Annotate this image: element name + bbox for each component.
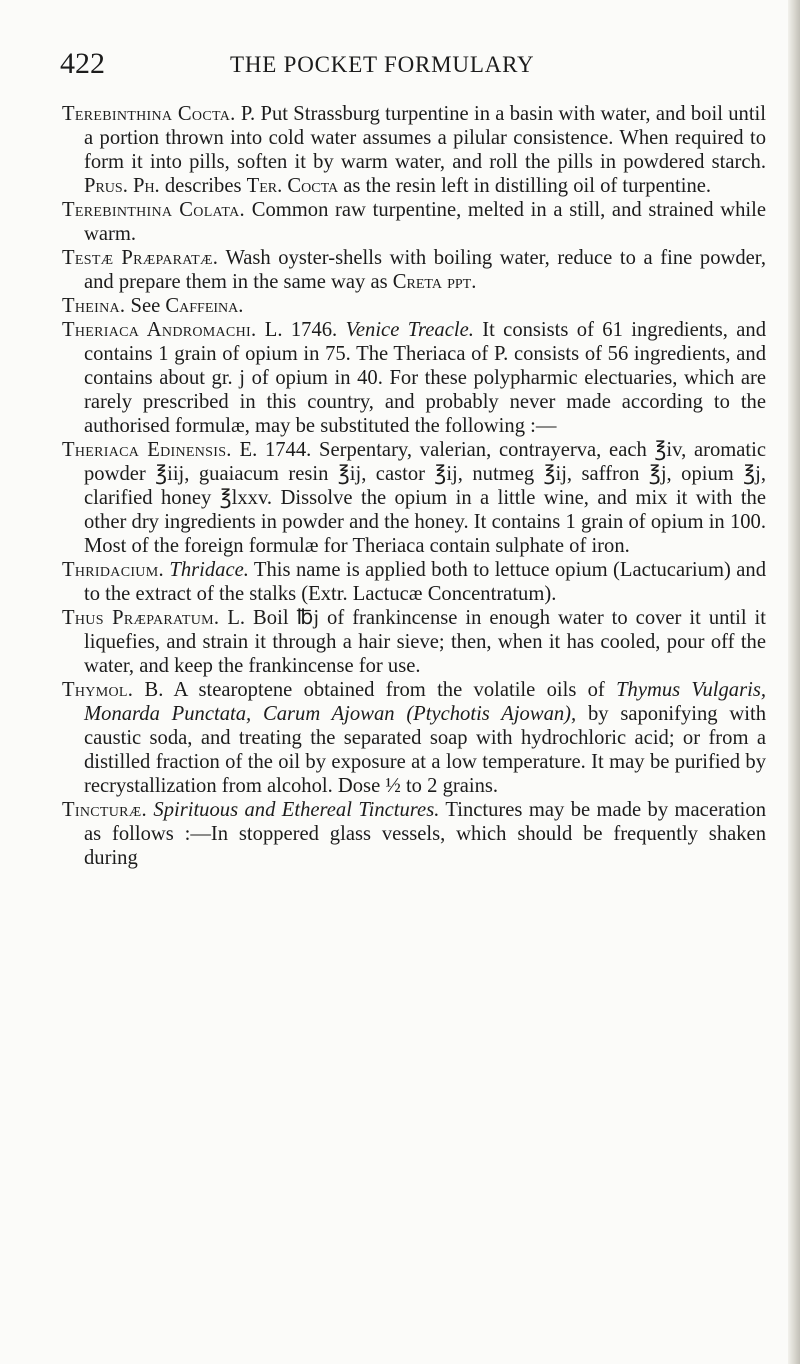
headword: Thus Præparatum. bbox=[62, 607, 220, 629]
cross-reference: Creta ppt. bbox=[392, 271, 477, 293]
headword: Terebinthina Colata. bbox=[62, 199, 246, 221]
entry-text: P. Put Strassburg turpentine in a basin with water, and boil until a portion thrown into cold water assumes a pilular consistence. When required to form it into pills, soften it by warm water, and roll the pills in powdered starch. bbox=[84, 103, 766, 173]
cross-reference: Ter. Cocta bbox=[246, 175, 339, 197]
entry-thus-praeparatum bbox=[62, 606, 766, 678]
entry-theina bbox=[62, 294, 766, 318]
entry-text: Common raw turpentine, melted in a still, and strained while warm. bbox=[84, 199, 766, 245]
italic-term: Thridace. bbox=[169, 559, 249, 581]
headword: Testæ Præparatæ. bbox=[62, 247, 219, 269]
page-edge-shadow bbox=[788, 0, 800, 1364]
entry-text: describes bbox=[159, 175, 247, 197]
entry-text: L. Boil ℔j of frankincense in enough water to cover it until it liquefies, and strain it through a hair sieve; then, when it has cooled, pour off the water, and keep the frankincense for use. bbox=[84, 607, 766, 677]
entry-text: L. 1746. bbox=[256, 319, 346, 341]
cross-reference: Caffeina. bbox=[165, 295, 244, 317]
entry-text: E. 1744. Serpentary, valerian, contrayerva, each ℥iv, aromatic powder ℥iij, guaiacum resin ℥ij, castor ℥ij, nutmeg ℥ij, saffron ℥j, opium ℥j, clarified honey ℥lxxv. Dissolve the opium in a little wine, and mix it with the other dry ingredients in powder and the honey. It contains 1 grain of opium in 100. Most of the foreign formulæ for Theriaca contain sulphate of iron. bbox=[84, 439, 767, 557]
headword: Thridacium. bbox=[62, 559, 164, 581]
headword: Thymol. bbox=[62, 679, 134, 701]
entry-thymol bbox=[62, 678, 766, 798]
entry-tincturae bbox=[62, 798, 766, 870]
italic-term: Venice Treacle. bbox=[345, 319, 474, 341]
italic-term: Spirituous and Ethereal Tinctures. bbox=[153, 799, 440, 821]
entry-text: See bbox=[125, 295, 166, 317]
entry-text: This name is applied both to lettuce opium (Lactucarium) and to the extract of the stalks (Extr. Lactucæ Concentratum). bbox=[84, 559, 766, 605]
headword: Tincturæ. bbox=[62, 799, 147, 821]
headword: Terebinthina Cocta. bbox=[62, 103, 236, 125]
entry-thridacium bbox=[62, 558, 766, 606]
cross-reference: Prus. Ph. bbox=[84, 175, 160, 197]
entry-theriaca-edinensis bbox=[62, 438, 766, 558]
entry-text: as the resin left in distilling oil of turpentine. bbox=[338, 175, 712, 197]
entry-text: by saponifying with caustic soda, and treating the separated soap with hydrochloric acid; or from a distilled fraction of the oil by exposure at a low temperature. It may be purified by recrystallization from alcohol. Dose ½ to 2 grains. bbox=[84, 703, 766, 797]
page-header bbox=[60, 44, 760, 86]
headword: Theina. bbox=[62, 295, 126, 317]
entry-text: B. A stearoptene obtained from the volatile oils of bbox=[133, 679, 617, 701]
entry-terebinthina-colata bbox=[62, 198, 766, 246]
entry-text: Tinctures may be made by maceration as follows :—In stoppered glass vessels, which should be frequently shaken during bbox=[84, 799, 766, 869]
running-head: THE POCKET FORMULARY bbox=[230, 52, 535, 77]
page-number: 422 bbox=[60, 47, 105, 80]
headword: Theriaca Edinensis. bbox=[62, 439, 232, 461]
italic-term: Thymus Vulgaris, Monarda Punctata, Carum Ajowan (Ptychotis Ajowan), bbox=[84, 679, 766, 725]
headword: Theriaca Andromachi. bbox=[62, 319, 257, 341]
entry-text: It consists of 61 ingredients, and contains 1 grain of opium in 75. The Theriaca of P. consists of 56 ingredients, and contains about gr. j of opium in 40. For these polypharmic electuaries, which are rarely prescribed in this country, and probably never made according to the authorised formulæ, may be substituted the following :— bbox=[84, 319, 767, 437]
entry-theriaca-andromachi bbox=[62, 318, 766, 438]
entry-terebinthina-cocta bbox=[62, 102, 766, 198]
entry-testae-praeparatae bbox=[62, 246, 766, 294]
entry-text: Wash oyster-shells with boiling water, reduce to a fine powder, and prepare them in the same way as bbox=[84, 247, 766, 293]
body-text bbox=[62, 102, 766, 870]
